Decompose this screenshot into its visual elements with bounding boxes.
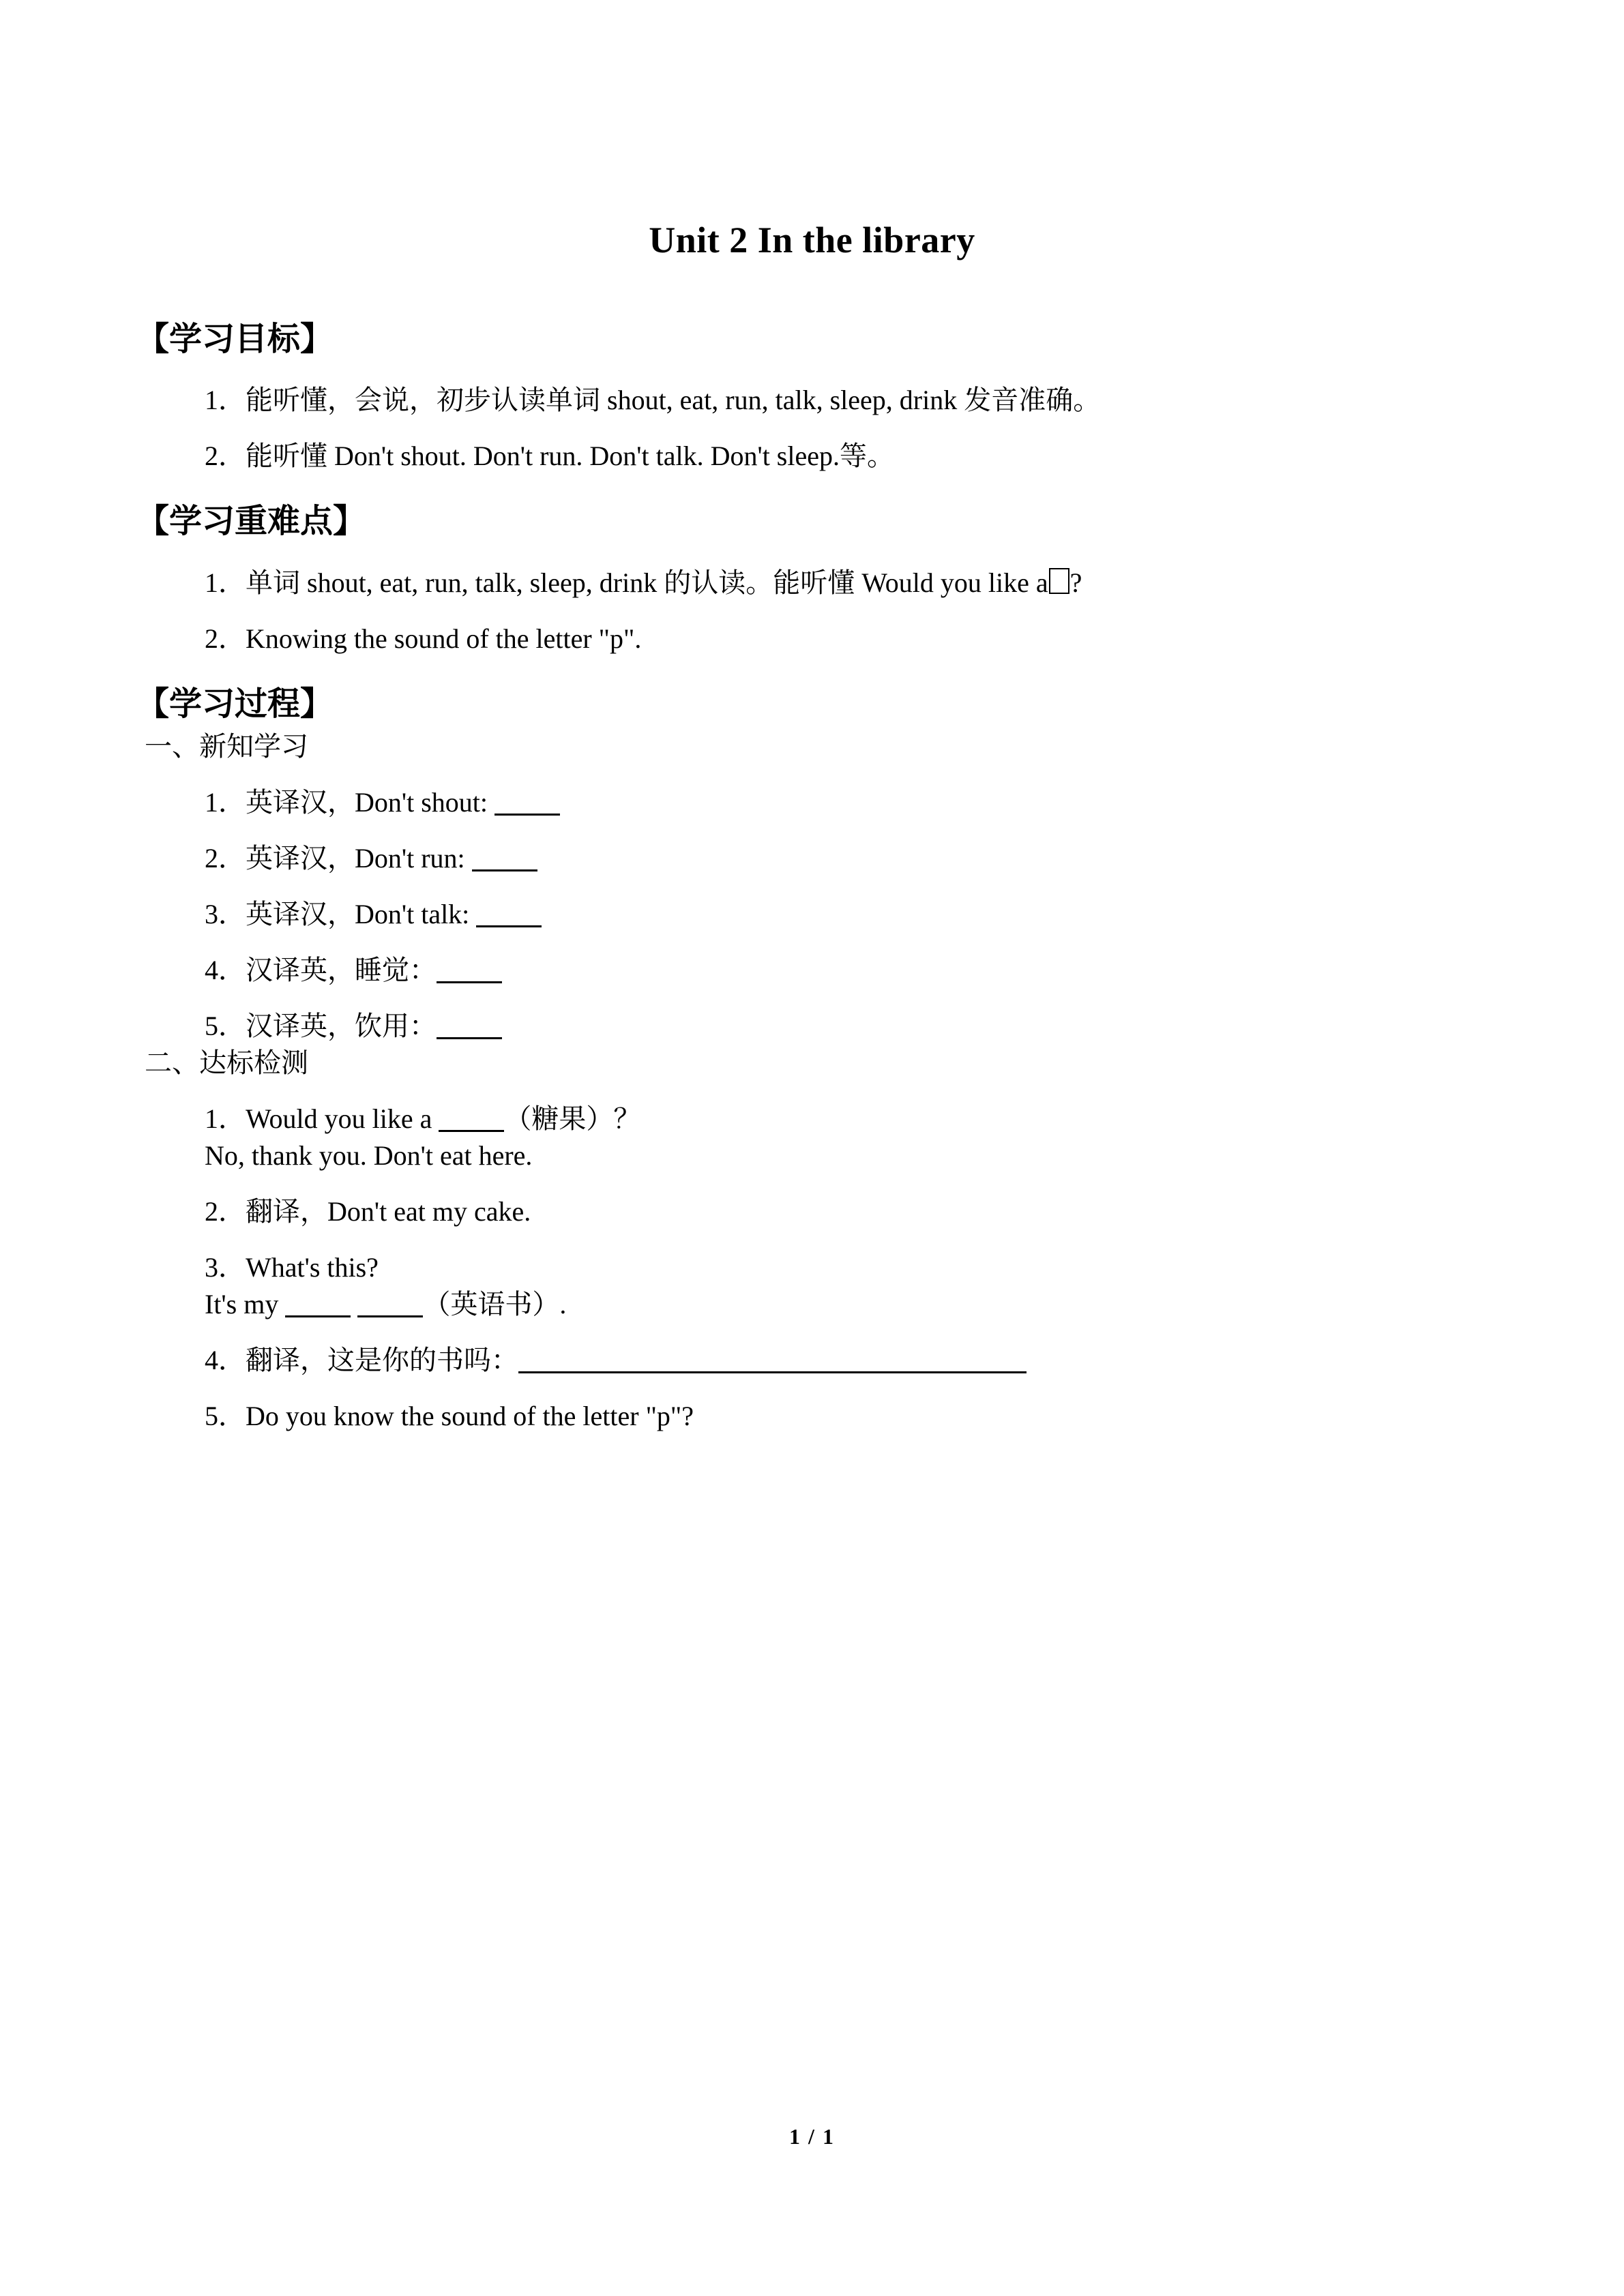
answer-blank[interactable] — [285, 1315, 351, 1317]
assessment-item-1-prefix: 1．Would you like a — [205, 1103, 432, 1134]
subsection-label-assessment: 二、达标检测 — [145, 1047, 308, 1078]
assessment-item-1 — [0, 1101, 1624, 1137]
answer-blank[interactable] — [437, 1037, 502, 1039]
new-knowledge-item-1 — [0, 784, 1624, 821]
page-title: Unit 2 In the library — [649, 220, 975, 260]
new-knowledge-item-1-text: 1．英译汉，Don't shout: — [205, 786, 488, 818]
answer-blank[interactable] — [476, 925, 542, 927]
answer-blank-long[interactable] — [518, 1371, 1027, 1373]
section-heading-objectives: 【学习目标】 — [136, 320, 334, 357]
section-heading-key-points: 【学习重难点】 — [136, 503, 366, 540]
section-heading-process: 【学习过程】 — [136, 685, 334, 722]
key-point-item-1-prefix: 1．单词 shout, eat, run, talk, sleep, drink 的认读。能听懂 Would you like a — [205, 567, 1048, 598]
answer-blank[interactable] — [357, 1315, 423, 1317]
new-knowledge-item-2 — [0, 840, 1624, 877]
new-knowledge-item-4 — [0, 952, 1624, 989]
answer-blank[interactable] — [472, 869, 537, 871]
answer-blank[interactable] — [494, 814, 560, 816]
answer-blank[interactable] — [439, 1130, 504, 1132]
objective-item-2: 2．能听懂 Don't shout. Don't run. Don't talk. Don't sleep.等。 — [205, 441, 894, 472]
assessment-item-4 — [0, 1342, 1624, 1379]
new-knowledge-item-3 — [0, 896, 1624, 933]
assessment-item-3-answer — [0, 1286, 1624, 1323]
key-point-item-2: 2．Knowing the sound of the letter "p". — [205, 623, 642, 654]
assessment-item-3: 3．What's this? — [205, 1251, 379, 1283]
new-knowledge-item-3-text: 3．英译汉，Don't talk: — [205, 898, 470, 929]
key-point-item-1-suffix: ? — [1069, 567, 1082, 598]
new-knowledge-item-4-text: 4．汉译英，睡觉： — [205, 954, 437, 985]
key-point-item-1 — [0, 565, 1624, 601]
assessment-item-1-answer: No, thank you. Don't eat here. — [205, 1139, 533, 1171]
assessment-item-4-prefix: 4．翻译，这是你的书吗： — [205, 1344, 518, 1375]
objective-item-1: 1．能听懂，会说，初步认读单词 shout, eat, run, talk, sleep, drink 发音准确。 — [205, 385, 1101, 416]
missing-glyph-box-icon — [1049, 568, 1069, 594]
assessment-item-3-answer-suffix: （英语书）. — [423, 1288, 567, 1320]
new-knowledge-item-5 — [0, 1008, 1624, 1045]
page-footer: 1 / 1 — [789, 2124, 835, 2149]
assessment-item-1-suffix: （糖果）？ — [504, 1103, 641, 1134]
new-knowledge-item-5-text: 5．汉译英，饮用： — [205, 1010, 437, 1041]
assessment-item-2: 2．翻译，Don't eat my cake. — [205, 1195, 531, 1227]
assessment-item-3-answer-prefix: It's my — [205, 1288, 279, 1320]
new-knowledge-item-2-text: 2．英译汉，Don't run: — [205, 842, 465, 874]
answer-blank[interactable] — [437, 981, 502, 983]
subsection-label-new-knowledge: 一、新知学习 — [145, 730, 308, 762]
assessment-item-5: 5．Do you know the sound of the letter "p"? — [205, 1400, 694, 1431]
